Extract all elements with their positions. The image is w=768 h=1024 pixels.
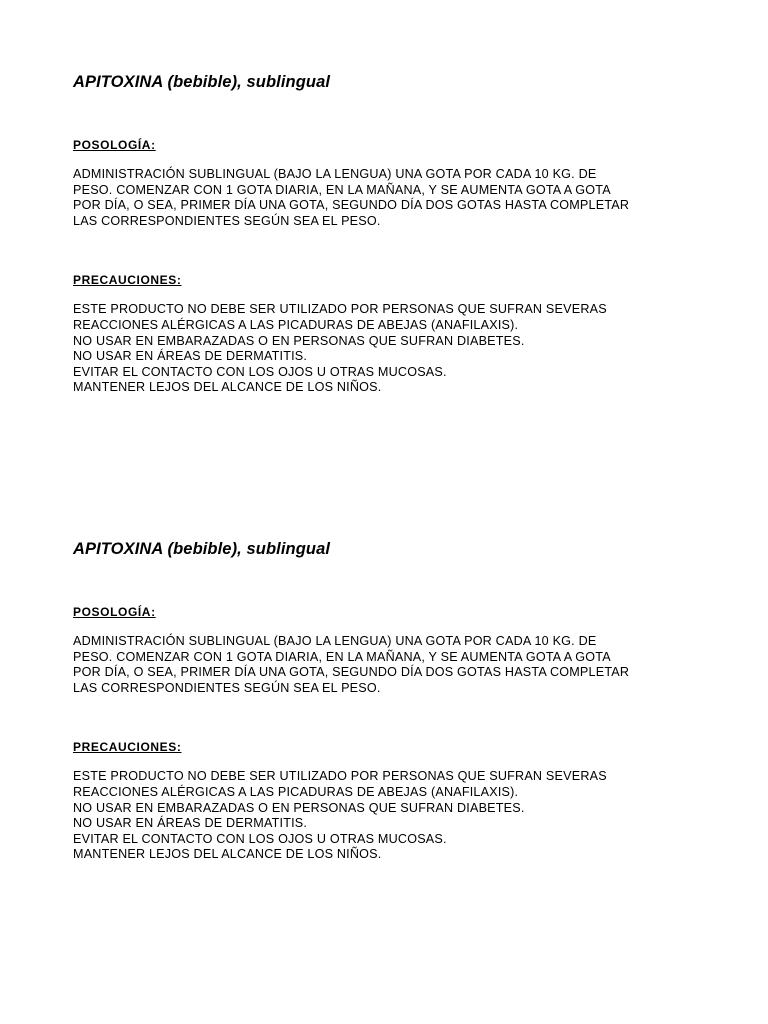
precauciones-line: ESTE PRODUCTO NO DEBE SER UTILIZADO POR PERSONAS QUE SUFRAN SEVERAS: [73, 302, 607, 317]
precauciones-line: NO USAR EN EMBARAZADAS O EN PERSONAS QUE SUFRAN DIABETES.: [73, 333, 525, 348]
precauciones-line: NO USAR EN ÁREAS DE DERMATITIS.: [73, 816, 308, 831]
posologia-text: [73, 634, 713, 696]
precauciones-line: MANTENER LEJOS DEL ALCANCE DE LOS NIÑOS.: [73, 380, 382, 395]
precauciones-line: MANTENER LEJOS DEL ALCANCE DE LOS NIÑOS.: [73, 847, 382, 862]
precauciones-line: EVITAR EL CONTACTO CON LOS OJOS U OTRAS MUCOSAS.: [73, 831, 447, 846]
posologia-line: POR DÍA, O SEA, PRIMER DÍA UNA GOTA, SEGUNDO DÍA DOS GOTAS HASTA COMPLETAR: [73, 665, 630, 680]
posologia-line: POR DÍA, O SEA, PRIMER DÍA UNA GOTA, SEGUNDO DÍA DOS GOTAS HASTA COMPLETAR: [73, 198, 630, 213]
precauciones-line: REACCIONES ALÉRGICAS A LAS PICADURAS DE ABEJAS (ANAFILAXIS).: [73, 784, 519, 799]
document-title: APITOXINA (bebible), sublingual: [73, 540, 331, 558]
precauciones-line: ESTE PRODUCTO NO DEBE SER UTILIZADO POR PERSONAS QUE SUFRAN SEVERAS: [73, 769, 607, 784]
precauciones-text: [73, 302, 713, 396]
posologia-line: PESO. COMENZAR CON 1 GOTA DIARIA, EN LA MAÑANA, Y SE AUMENTA GOTA A GOTA: [73, 182, 611, 197]
precauciones-line: NO USAR EN ÁREAS DE DERMATITIS.: [73, 349, 308, 364]
posologia-heading: POSOLOGÍA:: [73, 138, 156, 152]
precauciones-line: REACCIONES ALÉRGICAS A LAS PICADURAS DE ABEJAS (ANAFILAXIS).: [73, 317, 519, 332]
document-title: APITOXINA (bebible), sublingual: [73, 73, 331, 91]
posologia-line: LAS CORRESPONDIENTES SEGÚN SEA EL PESO.: [73, 680, 381, 695]
posologia-text: [73, 167, 713, 229]
precauciones-heading: PRECAUCIONES:: [73, 273, 182, 288]
precauciones-text: [73, 769, 713, 863]
posologia-heading: POSOLOGÍA:: [73, 605, 156, 619]
precauciones-line: EVITAR EL CONTACTO CON LOS OJOS U OTRAS MUCOSAS.: [73, 364, 447, 379]
posologia-line: LAS CORRESPONDIENTES SEGÚN SEA EL PESO.: [73, 213, 381, 228]
leaflet-2: [73, 539, 713, 863]
posologia-line: ADMINISTRACIÓN SUBLINGUAL (BAJO LA LENGUA) UNA GOTA POR CADA 10 KG. DE: [73, 634, 597, 648]
posologia-line: ADMINISTRACIÓN SUBLINGUAL (BAJO LA LENGUA) UNA GOTA POR CADA 10 KG. DE: [73, 167, 597, 181]
posologia-line: PESO. COMENZAR CON 1 GOTA DIARIA, EN LA MAÑANA, Y SE AUMENTA GOTA A GOTA: [73, 649, 611, 664]
precauciones-line: NO USAR EN EMBARAZADAS O EN PERSONAS QUE SUFRAN DIABETES.: [73, 800, 525, 815]
precauciones-heading: PRECAUCIONES:: [73, 740, 182, 755]
leaflet-1: [73, 72, 713, 396]
